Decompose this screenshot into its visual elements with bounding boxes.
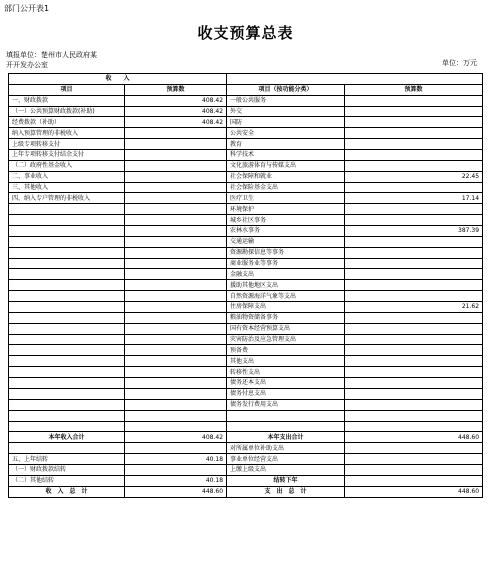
expense-item: 金融支出: [227, 269, 345, 280]
income-section-header: 收 入: [9, 74, 227, 85]
income-item: [9, 302, 125, 313]
income-value: [125, 378, 227, 389]
expense-item: 交通运输: [227, 236, 345, 247]
expense-item: 债务还本支出: [227, 378, 345, 389]
expense-item: [227, 421, 345, 432]
expense-value: [345, 475, 483, 486]
income-item: 四、纳入专户管理的非税收入: [9, 193, 125, 204]
expense-item: 农林水事务: [227, 226, 345, 237]
income-item: 本年收入合计: [9, 432, 125, 443]
table-row: [9, 95, 483, 106]
income-value: [125, 182, 227, 193]
table-row: [9, 399, 483, 410]
expense-item: 住房保障支出: [227, 302, 345, 313]
expense-value: [345, 247, 483, 258]
table-row: [9, 128, 483, 139]
income-item: [9, 334, 125, 345]
income-value: [125, 215, 227, 226]
income-value: 408.42: [125, 95, 227, 106]
table-row: [9, 475, 483, 486]
income-item: [9, 280, 125, 291]
income-item: [9, 236, 125, 247]
income-value: [125, 443, 227, 454]
table-row: [9, 454, 483, 465]
expense-value: 448.60: [345, 432, 483, 443]
expense-item: 医疗卫生: [227, 193, 345, 204]
expense-item: 转移性支出: [227, 367, 345, 378]
expense-value: [345, 204, 483, 215]
expense-value: [345, 128, 483, 139]
expense-item: 国有资本经营预算支出: [227, 323, 345, 334]
income-item: 经费拨款（补助）: [9, 117, 125, 128]
income-item: 收 入 总 计: [9, 486, 125, 497]
income-value: [125, 269, 227, 280]
table-row: [9, 486, 483, 497]
income-item: [9, 378, 125, 389]
expense-item: 商业服务业等事务: [227, 258, 345, 269]
income-value: [125, 356, 227, 367]
income-value: [125, 334, 227, 345]
income-value: [125, 171, 227, 182]
expense-item: 对所属单位补助支出: [227, 443, 345, 454]
table-row: [9, 443, 483, 454]
expense-item: 环境保护: [227, 204, 345, 215]
expense-item: 教育: [227, 139, 345, 150]
income-value: 40.18: [125, 475, 227, 486]
expense-value: [345, 367, 483, 378]
expense-item: 城乡社区事务: [227, 215, 345, 226]
expense-item: 自然资源海洋气象等支出: [227, 291, 345, 302]
table-row: [9, 323, 483, 334]
col-header-exp-budget: 预算数: [345, 84, 483, 95]
expense-item: 一般公共服务: [227, 95, 345, 106]
table-row: [9, 258, 483, 269]
income-item: [9, 312, 125, 323]
table-row: [9, 160, 483, 171]
expense-item: [227, 410, 345, 421]
section-header-row: [9, 74, 483, 85]
expense-section-header: [227, 74, 483, 85]
expense-value: [345, 388, 483, 399]
expense-item: 本年支出合计: [227, 432, 345, 443]
table-row: [9, 410, 483, 421]
expense-value: [345, 182, 483, 193]
income-value: [125, 323, 227, 334]
table-row: [9, 139, 483, 150]
income-item: [9, 247, 125, 258]
income-value: [125, 291, 227, 302]
income-item: [9, 399, 125, 410]
income-item: 一、财政拨款: [9, 95, 125, 106]
expense-item: 公共安全: [227, 128, 345, 139]
income-item: [9, 421, 125, 432]
table-row: [9, 193, 483, 204]
expense-value: [345, 454, 483, 465]
table-row: [9, 421, 483, 432]
table-row: [9, 182, 483, 193]
income-item: [9, 269, 125, 280]
expense-value: [345, 323, 483, 334]
col-header-item: 项目: [9, 84, 125, 95]
expense-value: [345, 464, 483, 475]
income-value: [125, 464, 227, 475]
expense-item: 债务付息支出: [227, 388, 345, 399]
org-info: [6, 50, 97, 70]
income-value: [125, 247, 227, 258]
table-row: [9, 356, 483, 367]
table-row: [9, 291, 483, 302]
expense-value: [345, 291, 483, 302]
col-header-budget: 预算数: [125, 84, 227, 95]
expense-value: 387.39: [345, 226, 483, 237]
income-item: [9, 345, 125, 356]
table-row: [9, 236, 483, 247]
income-value: 408.42: [125, 106, 227, 117]
expense-value: 22.45: [345, 171, 483, 182]
expense-value: [345, 345, 483, 356]
expense-value: 448.60: [345, 486, 483, 497]
page-title: 收支预算总表: [197, 24, 294, 42]
table-row: [9, 247, 483, 258]
income-item: [9, 323, 125, 334]
expense-item: 事业单位经营支出: [227, 454, 345, 465]
income-item: 三、其他收入: [9, 182, 125, 193]
income-value: 40.18: [125, 454, 227, 465]
income-item: （二）其他结转: [9, 475, 125, 486]
expense-value: 21.62: [345, 302, 483, 313]
expense-value: [345, 421, 483, 432]
expense-value: [345, 410, 483, 421]
table-row: [9, 106, 483, 117]
income-item: [9, 410, 125, 421]
table-row: [9, 280, 483, 291]
income-value: [125, 204, 227, 215]
table-row: [9, 269, 483, 280]
column-header-row: [9, 84, 483, 95]
expense-item: 援助其他地区支出: [227, 280, 345, 291]
income-value: [125, 258, 227, 269]
expense-value: [345, 160, 483, 171]
income-value: [125, 388, 227, 399]
income-item: [9, 356, 125, 367]
expense-item: 灾害防治及应急管理支出: [227, 334, 345, 345]
income-value: [125, 160, 227, 171]
table-row: [9, 302, 483, 313]
expense-value: [345, 258, 483, 269]
expense-value: [345, 236, 483, 247]
table-row: [9, 345, 483, 356]
income-item: 二、事业收入: [9, 171, 125, 182]
income-item: [9, 291, 125, 302]
expense-item: 债务发行费用支出: [227, 399, 345, 410]
expense-item: 粮油物资储备事务: [227, 312, 345, 323]
unit-label: 单位：万元: [442, 59, 477, 67]
income-value: [125, 139, 227, 150]
table-row: [9, 215, 483, 226]
expense-value: [345, 356, 483, 367]
expense-value: 17.14: [345, 193, 483, 204]
income-item: 上级专项转移支付: [9, 139, 125, 150]
income-value: [125, 280, 227, 291]
table-row: [9, 334, 483, 345]
table-row: [9, 464, 483, 475]
table-number-label: 部门公开表1: [4, 4, 50, 13]
expense-value: [345, 95, 483, 106]
expense-value: [345, 378, 483, 389]
income-value: [125, 367, 227, 378]
income-item: （一）财政拨款结转: [9, 464, 125, 475]
income-value: [125, 150, 227, 161]
income-item: [9, 204, 125, 215]
income-value: [125, 399, 227, 410]
expense-item: 资源勘探信息等事务: [227, 247, 345, 258]
income-value: 408.42: [125, 432, 227, 443]
table-row: [9, 378, 483, 389]
income-value: [125, 193, 227, 204]
expense-item: 预备费: [227, 345, 345, 356]
expense-value: [345, 150, 483, 161]
org-name-line2: 开开发办公室: [6, 61, 48, 69]
col-header-exp-item: 项目（按功能分类）: [227, 84, 345, 95]
expense-value: [345, 117, 483, 128]
budget-table: [8, 73, 483, 498]
expense-item: 国防: [227, 117, 345, 128]
expense-value: [345, 139, 483, 150]
income-value: [125, 312, 227, 323]
income-value: [125, 410, 227, 421]
table-row: [9, 117, 483, 128]
table-row: [9, 432, 483, 443]
income-item: 纳入预算管理的非税收入: [9, 128, 125, 139]
income-value: [125, 226, 227, 237]
org-label: 填报单位：: [6, 51, 41, 59]
expense-value: [345, 399, 483, 410]
income-value: [125, 421, 227, 432]
expense-item: 文化旅游体育与传媒支出: [227, 160, 345, 171]
income-item: [9, 226, 125, 237]
expense-item: 结转下年: [227, 475, 345, 486]
table-row: [9, 171, 483, 182]
expense-value: [345, 215, 483, 226]
expense-value: [345, 443, 483, 454]
income-value: [125, 236, 227, 247]
table-row: [9, 204, 483, 215]
table-row: [9, 150, 483, 161]
income-value: [125, 345, 227, 356]
income-value: [125, 302, 227, 313]
expense-item: 社会保险基金支出: [227, 182, 345, 193]
org-name: 楚州市人民政府某: [41, 51, 97, 59]
income-item: [9, 367, 125, 378]
table-row: [9, 367, 483, 378]
income-value: [125, 128, 227, 139]
table-row: [9, 226, 483, 237]
income-item: 上年专项转移支付结余支付: [9, 150, 125, 161]
expense-item: 科学技术: [227, 150, 345, 161]
expense-value: [345, 269, 483, 280]
expense-value: [345, 106, 483, 117]
income-item: （一）公共预算财政拨款(补助): [9, 106, 125, 117]
income-item: [9, 258, 125, 269]
expense-item: 支 出 总 计: [227, 486, 345, 497]
expense-item: 社会保障和就业: [227, 171, 345, 182]
income-value: 408.42: [125, 117, 227, 128]
expense-value: [345, 312, 483, 323]
income-item: 五、上年结转: [9, 454, 125, 465]
income-item: [9, 443, 125, 454]
expense-item: 其他支出: [227, 356, 345, 367]
income-value: 448.60: [125, 486, 227, 497]
income-item: [9, 215, 125, 226]
income-item: [9, 388, 125, 399]
table-row: [9, 312, 483, 323]
expense-item: 上缴上级支出: [227, 464, 345, 475]
expense-value: [345, 280, 483, 291]
income-item: （二）政府性基金收入: [9, 160, 125, 171]
expense-value: [345, 334, 483, 345]
table-row: [9, 388, 483, 399]
expense-item: 外交: [227, 106, 345, 117]
